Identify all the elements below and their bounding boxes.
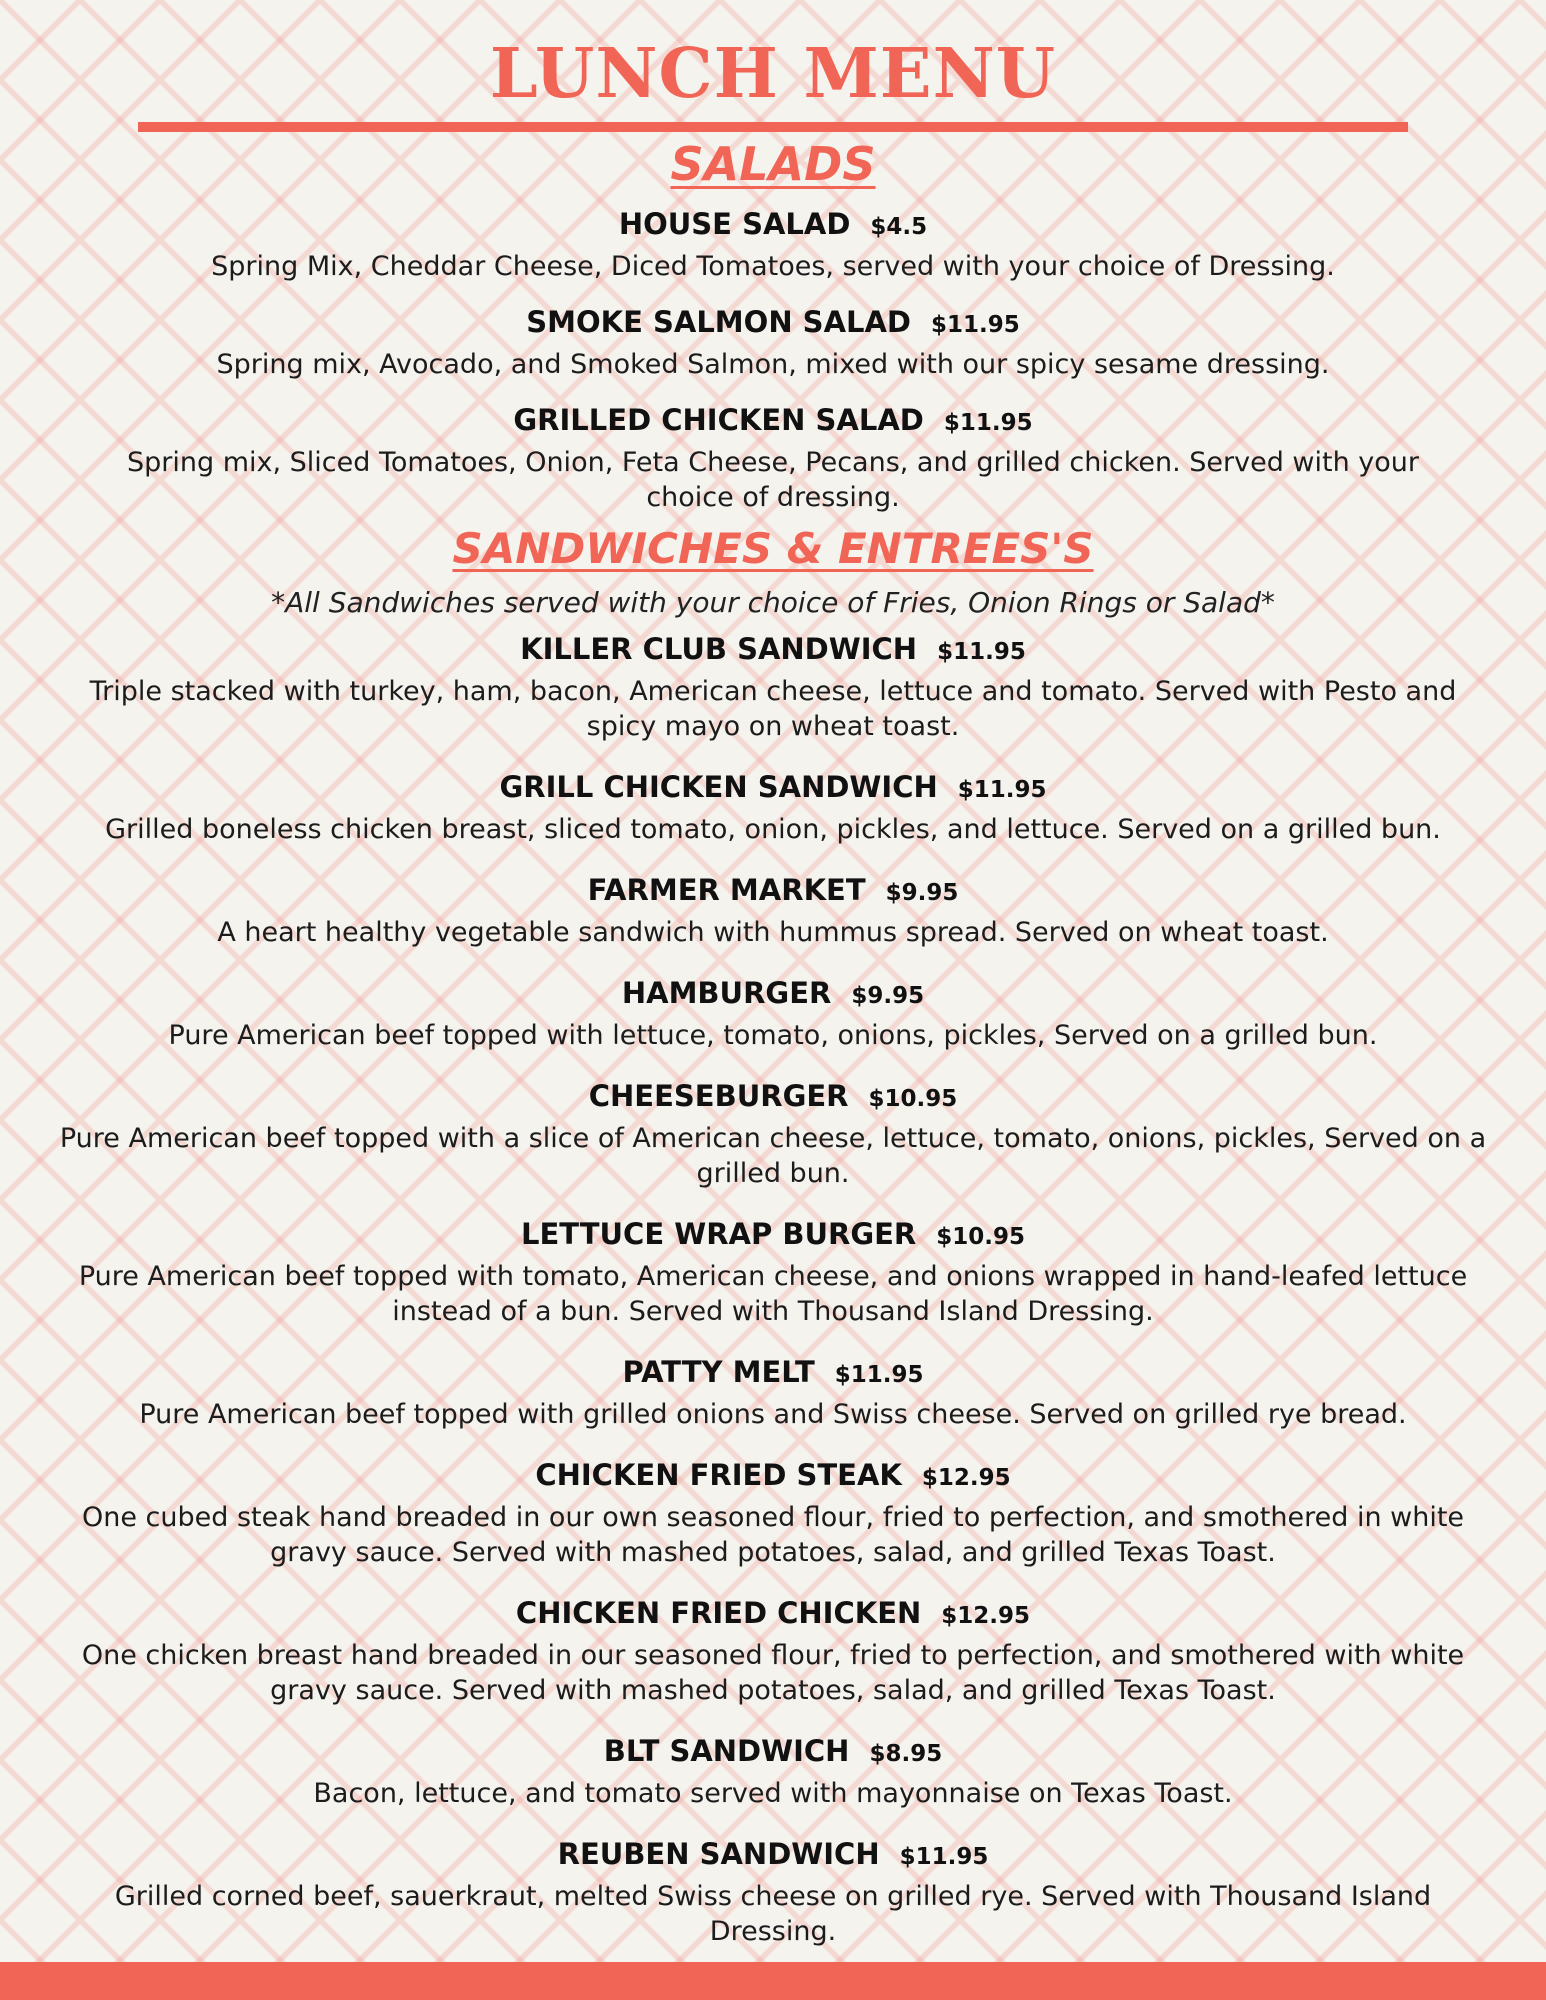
item-description: Pure American beef topped with lettuce, tomato, onions, pickles, Served on a grilled bun.	[168, 1020, 1378, 1051]
item-name: CHICKEN FRIED CHICKEN	[515, 1596, 922, 1630]
item-description: A heart healthy vegetable sandwich with hummus spread. Served on wheat toast.	[217, 917, 1329, 948]
item-name: REUBEN SANDWICH	[557, 1837, 880, 1871]
menu-item	[63, 870, 1483, 950]
item-name: GRILLED CHICKEN SALAD	[513, 403, 924, 437]
item-description: Grilled boneless chicken breast, sliced tomato, onion, pickles, and lettuce. Served on a grilled bun.	[105, 814, 1441, 845]
item-price: $9.95	[851, 983, 925, 1009]
menu-item	[63, 1593, 1483, 1708]
item-price: $10.95	[936, 1224, 1026, 1250]
item-price: $11.95	[931, 312, 1020, 338]
item-name: FARMER MARKET	[587, 873, 866, 907]
item-name: KILLER CLUB SANDWICH	[520, 632, 918, 666]
item-price: $10.95	[868, 1086, 958, 1112]
item-description: Spring mix, Sliced Tomatoes, Onion, Feta Cheese, Pecans, and grilled chicken. Served with your choice of dressing.	[127, 447, 1419, 513]
item-price: $11.95	[899, 1844, 989, 1870]
menu-item	[63, 629, 1483, 744]
item-price: $11.95	[957, 777, 1047, 803]
item-description: Pure American beef topped with grilled onions and Swiss cheese. Served on grilled rye bread.	[139, 1399, 1407, 1430]
item-name: BLT SANDWICH	[603, 1734, 850, 1768]
menu-item	[63, 1834, 1483, 1949]
sandwiches-list	[0, 629, 1546, 1949]
item-description: Spring mix, Avocado, and Smoked Salmon, mixed with our spicy sesame dressing.	[216, 349, 1330, 380]
menu-item	[108, 400, 1438, 515]
item-description: Bacon, lettuce, and tomato served with mayonnaise on Texas Toast.	[313, 1778, 1233, 1809]
menu-item	[38, 1076, 1508, 1191]
item-name: HOUSE SALAD	[618, 207, 851, 241]
menu-item	[63, 1731, 1483, 1811]
menu-item	[43, 1352, 1503, 1432]
item-price: $8.95	[869, 1741, 943, 1767]
item-name: GRILL CHICKEN SANDWICH	[499, 770, 938, 804]
item-price: $11.95	[834, 1362, 924, 1388]
item-description: Grilled corned beef, sauerkraut, melted Swiss cheese on grilled rye. Served with Thousand Island Dressing.	[114, 1881, 1432, 1947]
item-price: $11.95	[937, 639, 1026, 665]
item-name: SMOKE SALMON SALAD	[526, 305, 912, 339]
item-name: HAMBURGER	[621, 976, 832, 1010]
item-price: $9.95	[885, 880, 959, 906]
menu-item	[73, 302, 1473, 382]
item-name: LETTUCE WRAP BURGER	[520, 1217, 917, 1251]
footer-bar	[0, 1962, 1546, 2000]
menu-item	[63, 1455, 1483, 1570]
item-price: $4.5	[870, 214, 928, 240]
item-description: Pure American beef topped with tomato, American cheese, and onions wrapped in hand-leafed lettuce instead of a bun. Served with Thousand Island Dressing.	[78, 1261, 1468, 1327]
sides-note: *All Sandwiches served with your choice of Fries, Onion Rings or Salad*	[271, 586, 1275, 619]
salads-heading: SALADS	[670, 137, 876, 191]
item-name: CHEESEBURGER	[588, 1079, 849, 1113]
item-description: Triple stacked with turkey, ham, bacon, American cheese, lettuce and tomato. Served with Pesto and spicy mayo on wheat toast.	[89, 676, 1457, 742]
menu-item	[73, 204, 1473, 284]
item-price: $12.95	[941, 1603, 1031, 1629]
menu-item	[63, 1214, 1483, 1329]
salads-list	[0, 204, 1546, 515]
item-description: One chicken breast hand breaded in our seasoned flour, fried to perfection, and smothered with white gravy sauce. Served with mashed potatoes, salad, and grilled Texas Toast.	[81, 1640, 1465, 1706]
item-description: One cubed steak hand breaded in our own seasoned flour, fried to perfection, and smothered in white gravy sauce. Served with mashed potatoes, salad, and grilled Texas Toast.	[81, 1502, 1465, 1568]
item-price: $12.95	[921, 1465, 1011, 1491]
item-description: Spring Mix, Cheddar Cheese, Diced Tomatoes, served with your choice of Dressing.	[211, 251, 1335, 282]
item-description: Pure American beef topped with a slice of American cheese, lettuce, tomato, onions, pickles, Served on a grilled bun.	[59, 1123, 1487, 1189]
item-name: PATTY MELT	[622, 1355, 815, 1389]
item-price: $11.95	[943, 410, 1033, 436]
title-divider	[138, 122, 1408, 132]
sandwiches-heading: SANDWICHES & ENTREES'S	[452, 524, 1094, 573]
menu-item	[53, 973, 1493, 1053]
menu-title: LUNCH MENU	[489, 34, 1057, 114]
item-name: CHICKEN FRIED STEAK	[535, 1458, 902, 1492]
menu-item	[23, 767, 1523, 847]
